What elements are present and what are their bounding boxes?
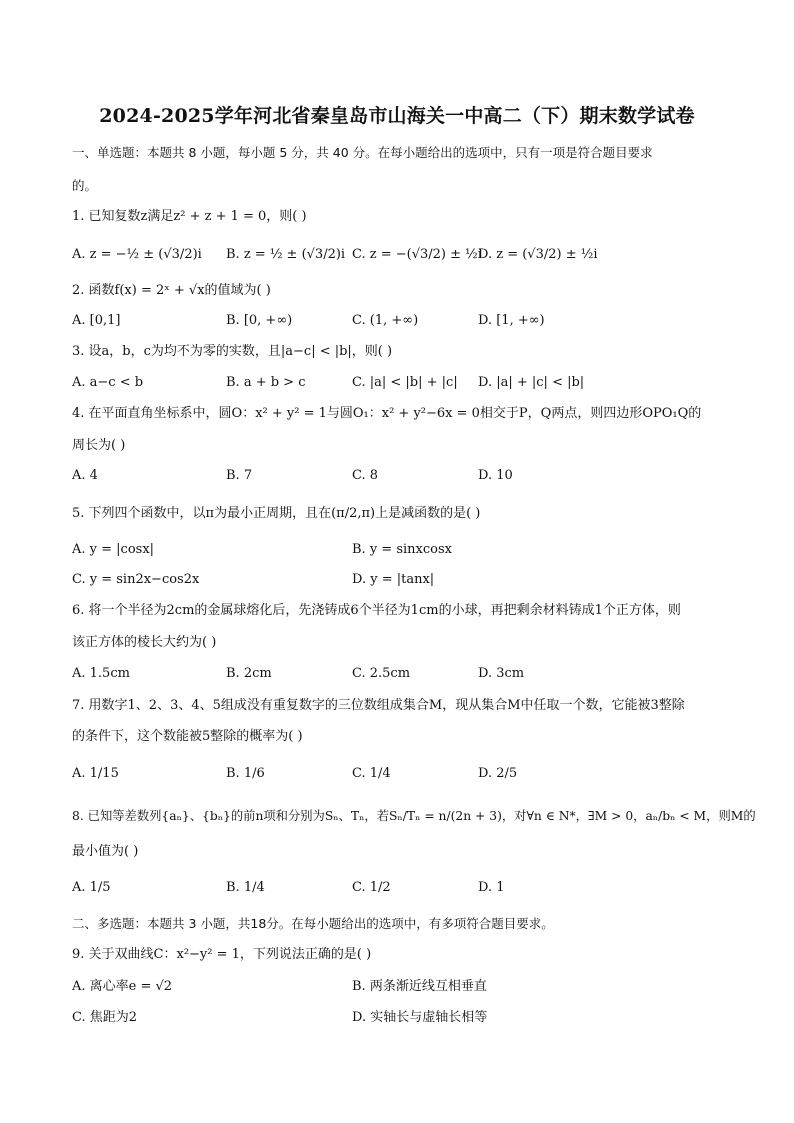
section-heading-single: 一、单选题：本题共 8 小题，每小题 5 分，共 40 分。在每小题给出的选项中，只有一项是符合题目要求 xyxy=(72,145,653,160)
option-d: D. 10 xyxy=(478,468,513,483)
option-c: C. 8 xyxy=(352,468,379,483)
option-b: B. 7 xyxy=(226,468,253,483)
option-c: C. (1, +∞) xyxy=(352,313,419,328)
option-d: D. z = (√3/2) ± ½i xyxy=(478,247,598,262)
option-b: B. 两条渐近线互相垂直 xyxy=(352,979,487,994)
option-c: C. 1/4 xyxy=(352,766,391,781)
question-stem: 6. 将一个半径为2cm的金属球熔化后，先浇铸成6个半径为1cm的小球，再把剩余材料铸成1个正方体，则 xyxy=(72,603,681,618)
option-a: A. y = |cosx| xyxy=(72,542,155,557)
option-b: B. z = ½ ± (√3/2)i xyxy=(226,247,346,262)
question-stem: 8. 已知等差数列{aₙ}、{bₙ}的前n项和分别为Sₙ、Tₙ，若Sₙ/Tₙ = n/(2n + 3)，对∀n ∈ N*，∃M > 0，aₙ/bₙ < M，则M的 xyxy=(72,809,756,823)
question-stem: 3. 设a，b，c为均不为零的实数，且|a−c| < |b|，则( ) xyxy=(72,344,393,359)
option-d: D. |a| + |c| < |b| xyxy=(478,375,585,390)
option-d: D. y = |tanx| xyxy=(352,572,435,587)
option-b: B. y = sinxcosx xyxy=(352,542,452,557)
option-c: C. 2.5cm xyxy=(352,666,411,681)
option-d: D. [1, +∞) xyxy=(478,313,545,328)
option-c: C. 焦距为2 xyxy=(72,1010,138,1025)
option-b: B. 1/4 xyxy=(226,880,265,895)
option-c: C. y = sin2x−cos2x xyxy=(72,572,200,587)
question-stem: 4. 在平面直角坐标系中，圆O：x² + y² = 1与圆O₁：x² + y²−6x = 0相交于P，Q两点，则四边形OPO₁Q的 xyxy=(72,406,702,421)
option-d: D. 2/5 xyxy=(478,766,518,781)
question-stem-cont: 的条件下，这个数能被5整除的概率为( ) xyxy=(72,729,303,744)
option-a: A. [0,1] xyxy=(72,313,121,328)
option-b: B. a + b > c xyxy=(226,375,306,390)
page-title: 2024-2025学年河北省秦皇岛市山海关一中高二（下）期末数学试卷 xyxy=(99,105,695,127)
question-stem-cont: 周长为( ) xyxy=(72,438,126,453)
option-c: C. 1/2 xyxy=(352,880,391,895)
option-d: D. 实轴长与虚轴长相等 xyxy=(352,1010,488,1025)
option-b: B. [0, +∞) xyxy=(226,313,293,328)
option-c: C. z = −(√3/2) ± ½i xyxy=(352,247,482,262)
option-a: A. 1.5cm xyxy=(72,666,130,681)
option-a: A. 1/5 xyxy=(72,880,111,895)
option-c: C. |a| < |b| + |c| xyxy=(352,375,458,390)
section-heading-single-cont: 的。 xyxy=(72,178,98,193)
question-stem-cont: 该正方体的棱长大约为( ) xyxy=(72,635,217,650)
question-stem-cont: 最小值为( ) xyxy=(72,844,139,859)
section-heading-multi: 二、多选题：本题共 3 小题，共18分。在每小题给出的选项中，有多项符合题目要求。 xyxy=(72,916,554,931)
question-stem: 9. 关于双曲线C：x²−y² = 1，下列说法正确的是( ) xyxy=(72,947,372,962)
option-a: A. 离心率e = √2 xyxy=(72,979,173,994)
question-stem: 1. 已知复数z满足z² + z + 1 = 0，则( ) xyxy=(72,209,307,224)
question-stem: 2. 函数f(x) = 2ˣ + √x的值域为( ) xyxy=(72,283,271,298)
question-stem: 7. 用数字1、2、3、4、5组成没有重复数字的三位数组成集合M，现从集合M中任取一个数，它能被3整除 xyxy=(72,698,685,713)
option-d: D. 1 xyxy=(478,880,505,895)
option-a: A. 1/15 xyxy=(72,766,119,781)
option-a: A. a−c < b xyxy=(72,375,144,390)
option-b: B. 1/6 xyxy=(226,766,265,781)
question-stem: 5. 下列四个函数中，以π为最小正周期，且在(π/2,π)上是减函数的是( ) xyxy=(72,506,481,521)
option-b: B. 2cm xyxy=(226,666,272,681)
option-a: A. 4 xyxy=(72,468,98,483)
option-d: D. 3cm xyxy=(478,666,525,681)
option-a: A. z = −½ ± (√3/2)i xyxy=(72,247,202,262)
